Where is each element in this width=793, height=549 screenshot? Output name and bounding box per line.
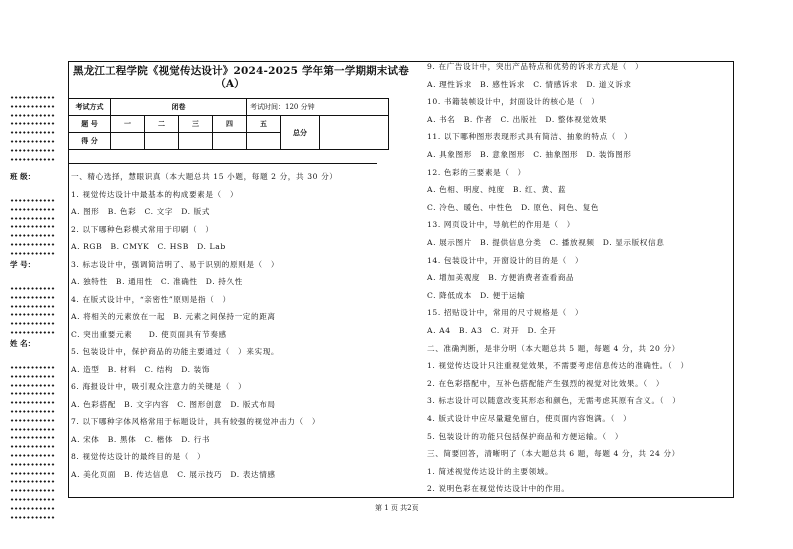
binding-dots [10, 366, 55, 369]
binding-dots [10, 305, 55, 308]
question-line: 2. 说明色彩在视觉传达设计中的作用。 [427, 484, 570, 494]
col-2: 二 [145, 116, 179, 133]
binding-dots [10, 331, 55, 334]
question-line: A. RGB B. CMYK C. HSB D. Lab [71, 242, 226, 251]
exam-mode-value: 闭卷 [111, 99, 247, 116]
question-line: 1. 视觉传达设计只注重视觉效果，不需要考虑信息传达的准确性。（ ） [427, 361, 689, 371]
question-line: C. 突出重要元素 D. 使页面具有节奏感 [71, 329, 227, 339]
col-3: 三 [179, 116, 213, 133]
binding-dots [10, 313, 55, 316]
binding-dots [10, 375, 55, 378]
question-line: 二、准确判断，是非分明（本大题总共 5 题，每题 4 分，共 20 分） [427, 343, 680, 353]
question-line: 11. 以下哪种图形表现形式具有简洁、抽象的特点（ ） [427, 132, 633, 142]
name-label: 姓 名： [10, 339, 36, 348]
question-line: A. 具象图形 B. 意象图形 C. 抽象图形 D. 装饰图形 [427, 150, 632, 159]
binding-dots [10, 287, 55, 290]
col-1: 一 [111, 116, 145, 133]
binding-dots [10, 122, 55, 125]
question-line: 14. 包装设计中，开窗设计的目的是（ ） [427, 255, 584, 265]
question-line: A. 书名 B. 作者 C. 出版社 D. 整体视觉效果 [427, 114, 608, 124]
question-line: A. 造型 B. 材料 C. 结构 D. 装饰 [71, 364, 211, 374]
score-cell-2[interactable] [145, 133, 179, 150]
question-line: A. 独特性 B. 通用性 C. 准确性 D. 持久性 [71, 277, 243, 286]
binding-dots [10, 131, 55, 134]
score-label: 得 分 [69, 133, 111, 150]
question-line: C. 冷色、暖色、中性色 D. 原色、间色、复色 [427, 202, 600, 212]
binding-dots [10, 225, 55, 228]
question-line: C. 降低成本 D. 便于运输 [427, 290, 526, 300]
question-line: 7. 以下哪种字体风格常用于标题设计，具有较强的视觉冲击力（ ） [71, 417, 321, 426]
exam-subtitle: （A） [215, 78, 245, 90]
binding-dots [10, 516, 55, 519]
question-line: A. A4 B. A3 C. 对开 D. 全开 [427, 326, 557, 335]
score-table [68, 98, 389, 150]
col-5: 五 [247, 116, 281, 133]
question-line: 4. 在版式设计中，“亲密性”原则是指（ ） [71, 294, 231, 304]
question-line: 12. 色彩的三要素是（ ） [427, 167, 526, 177]
question-line: 2. 以下哪种色彩模式常用于印刷（ ） [71, 224, 214, 234]
page-footer: 第 1 页 共2页 [375, 504, 419, 512]
question-line: 2. 在色彩搭配中，互补色搭配能产生强烈的视觉对比效果。（ ） [427, 378, 665, 388]
binding-dots [10, 217, 55, 220]
binding-dots [10, 507, 55, 510]
exam-time: 考试时间：120 分钟 [247, 99, 389, 116]
question-line: A. 美化页面 B. 传达信息 C. 展示技巧 D. 表达情感 [71, 469, 276, 479]
question-line: 10. 书籍装帧设计中，封面设计的核心是（ ） [427, 97, 600, 107]
binding-dots [10, 410, 55, 413]
total-score-cell[interactable] [320, 116, 389, 150]
binding-dots [10, 296, 55, 299]
exam-mode-label: 考试方式 [69, 99, 111, 116]
score-cell-1[interactable] [111, 133, 145, 150]
question-line: 一、精心选择，慧眼识真（本大题总共 15 小题，每题 2 分，共 30 分） [71, 172, 338, 181]
question-line: 1. 简述视觉传达设计的主要领域。 [427, 466, 554, 476]
binding-dots [10, 149, 55, 152]
binding-dots [10, 436, 55, 439]
binding-dots [10, 419, 55, 422]
binding-dots [10, 208, 55, 211]
binding-dots [10, 401, 55, 404]
score-cell-3[interactable] [179, 133, 213, 150]
question-line: A. 图形 B. 色彩 C. 文字 D. 版式 [71, 207, 211, 216]
binding-dots [10, 472, 55, 475]
question-line: A. 色彩搭配 B. 文字内容 C. 图形创意 D. 版式布局 [71, 399, 276, 409]
question-line: 15. 招贴设计中，常用的尺寸规格是（ ） [427, 308, 584, 318]
question-line: 5. 包装设计的功能只包括保护商品和方便运输。（ ） [427, 431, 624, 441]
question-line: 4. 版式设计中应尽量避免留白，使页面内容饱满。（ ） [427, 414, 632, 423]
binding-dots [10, 322, 55, 325]
student-id-label: 学 号： [10, 260, 36, 269]
question-line: 5. 包装设计中，保护商品的功能主要通过（ ）来实现。 [71, 347, 280, 356]
total-label: 总分 [281, 116, 320, 150]
question-line: A. 色相、明度、纯度 B. 红、黄、蓝 [427, 185, 567, 195]
binding-dots [10, 96, 55, 99]
question-line: 3. 标志设计中，强调简洁明了、易于识别的原则是（ ） [71, 259, 280, 269]
binding-dots [10, 234, 55, 237]
question-line: 9. 在广告设计中，突出产品特点和优势的诉求方式是（ ） [427, 62, 644, 71]
question-line: 13. 网页设计中，导航栏的作用是（ ） [427, 220, 575, 230]
question-line: 三、简要回答，清晰明了（本大题总共 6 题，每题 4 分，共 24 分） [427, 449, 680, 459]
binding-dots [10, 454, 55, 457]
question-line: A. 增加美观度 B. 方便消费者查看商品 [427, 273, 575, 283]
score-cell-4[interactable] [213, 133, 247, 150]
binding-dots [10, 489, 55, 492]
binding-dots [10, 445, 55, 448]
binding-dots [10, 140, 55, 143]
question-line: A. 展示图片 B. 提供信息分类 C. 播放视频 D. 显示版权信息 [427, 238, 665, 247]
question-line: 1. 视觉传达设计中最基本的构成要素是（ ） [71, 189, 239, 199]
question-line: 3. 标志设计可以随意改变其形态和颜色，无需考虑其原有含义。（ ） [427, 396, 681, 406]
col-4: 四 [213, 116, 247, 133]
binding-dots [10, 384, 55, 387]
question-line: 8. 视觉传达设计的最终目的是（ ） [71, 452, 206, 461]
binding-dots [10, 105, 55, 108]
binding-dots [10, 428, 55, 431]
binding-dots [10, 114, 55, 117]
binding-dots [10, 463, 55, 466]
binding-dots [10, 199, 55, 202]
question-line: A. 将相关的元素放在一起 B. 元素之间保持一定的距离 [71, 312, 276, 321]
question-line: A. 宋体 B. 黑体 C. 楷体 D. 行书 [71, 434, 211, 444]
binding-dots [10, 392, 55, 395]
binding-dots [10, 158, 55, 161]
binding-dots [10, 498, 55, 501]
question-line: 6. 海报设计中，吸引观众注意力的关键是（ ） [71, 382, 247, 391]
binding-dots [10, 243, 55, 246]
class-label: 班 级： [10, 172, 36, 181]
binding-dots [10, 252, 55, 255]
exam-title: 黑龙江工程学院《视觉传达设计》2024-2025 学年第一学期期末试卷 [73, 65, 409, 77]
score-cell-5[interactable] [247, 133, 281, 150]
question-line: A. 理性诉求 B. 感性诉求 C. 情感诉求 D. 道义诉求 [427, 79, 632, 89]
binding-dots [10, 480, 55, 483]
divider [68, 163, 377, 164]
question-no-label: 题 号 [69, 116, 111, 133]
